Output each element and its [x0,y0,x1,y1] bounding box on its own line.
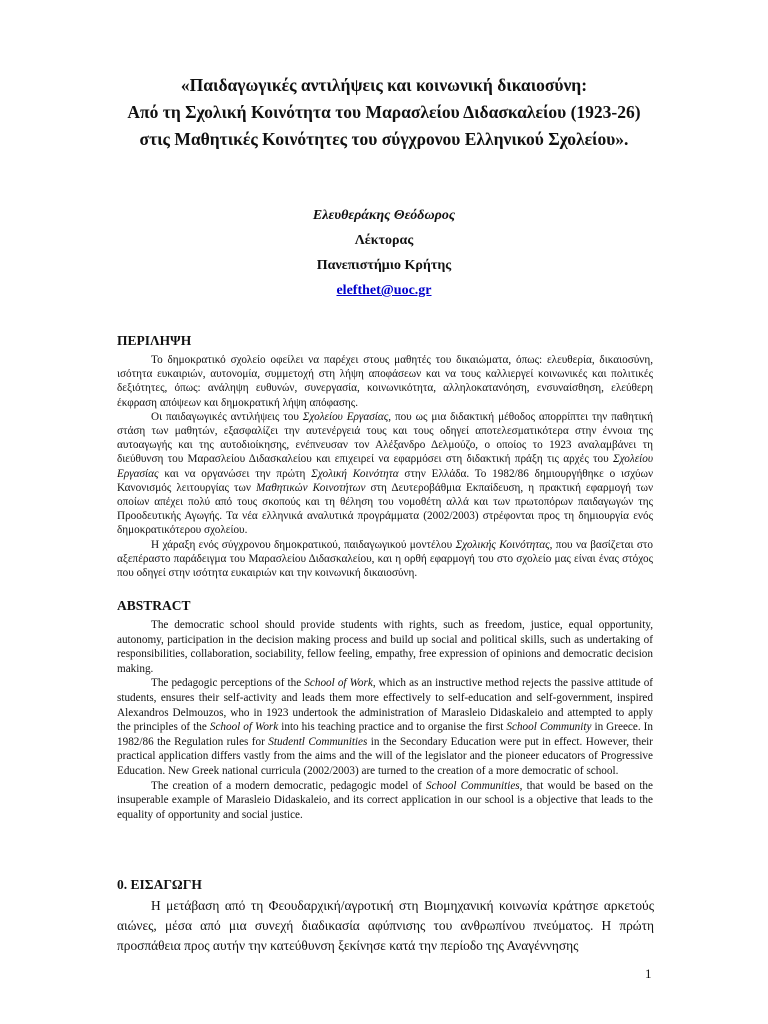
summary-heading: ΠΕΡΙΛΗΨΗ [117,333,192,348]
summary-paragraph-3: Η χάραξη ενός σύγχρονου δημοκρατικού, παιδαγωγικού μοντέλου Σχολικής Κοινότητας, που να βασίζεται στο αξεπέραστο παράδειγμα του Μαρασλείου Διδασκαλείου, και η ορθή εφαρμογή του στο σχολείο μας είναι ένας στόχος που οδηγεί στην ισότητα ευκαιριών και την κοινωνική δικαιοσύνη. [117,538,653,580]
author-email-link[interactable]: elefthet@uoc.gr [336,283,432,298]
summary-paragraph-1: Το δημοκρατικό σχολείο οφείλει να παρέχει στους μαθητές του δικαιώματα, όπως: ελευθερία, δικαιοσύνη, ισότητα ευκαιριών, αυτονομία, συμμετοχή στη λήψη αποφάσεων και να τους καλλιεργεί κοινωνικές και πολιτικές δεξιότητες, όπως: ανάληψη ευθυνών, συνεργασία, κοινωνικότητα, αλληλοκατανόηση, ενσυναίσθηση, ελεύθερη έκφραση απόψεων και δημοκρατική λήψη απόφασης. [117,354,653,409]
author-affiliation: Πανεπιστήμιο Κρήτης [316,258,452,273]
author-name: Ελευθεράκης Θεόδωρος [312,208,456,223]
introduction-text [117,896,654,956]
abstract-paragraph-1: The democratic school should provide students with rights, such as freedom, justice, equal opportunity, autonomy, participation in the decision making process and build up social and political skills, such as undertaking of responsibilities, collaboration, sociability, fellow feeling, empathy, free expression of opinions and democratic decision making. [117,619,653,675]
author-position: Λέκτορας [354,233,414,248]
abstract-text [117,618,653,822]
title-line-1: «Παιδαγωγικές αντιλήψεις και κοινωνική δικαιοσύνη: [180,75,588,95]
abstract-paragraph-2: The pedagogic perceptions of the School of Work, which as an instructive method rejects the passive attitude of students, ensures their self-activity and leads them more effectively to self-education and self-government, inspired Alexandros Delmouzos, who in 1923 undertook the administration of Marasleio Didaskaleio and attempted to apply the principles of the School of Work into his teaching practice and to organise the first School Community in Greece. In 1982/86 the Regulation rules for Studentl Communities in the Secondary Education were put in effect. However, their practical application differs vastly from the aims and the will of the legislator and the pioneer educators of Progressive Education. New Greek national curricula (2002/2003) are turned to the creation of a more democratic of school. [117,677,654,777]
abstract-paragraph-3: The creation of a modern democratic, pedagogic model of School Communities, that would be based on the insuperable example of Marasleio Didaskaleio, and its correct application in our school is a objective that leads to the equality of opportunity and social justice. [117,779,653,821]
introduction-paragraph-1: Η μετάβαση από τη Φεουδαρχική/αγροτική στη Βιομηχανική κοινωνία κράτησε αρκετούς αιώνες, μέσα από μια συνεχή διαδικασία αφύπνισης του ανθρωπίνου πνεύματος. Η πρώτη προσπάθεια προς αυτήν την κατεύθυνση ξεκίνησε κατά την περίοδο της Αναγέννησης [117,898,654,953]
paper-title [60,73,708,154]
author-info [60,203,708,303]
page-number: 1 [645,966,652,981]
title-line-3: στις Μαθητικές Κοινότητες του σύγχρονου Ελληνικού Σχολείου». [139,129,629,149]
title-line-2: Από τη Σχολική Κοινότητα του Μαρασλείου Διδασκαλείου (1923-26) [127,102,641,122]
abstract-heading: ABSTRACT [117,598,191,613]
summary-text [117,353,653,580]
summary-paragraph-2: Οι παιδαγωγικές αντιλήψεις του Σχολείου Εργασίας, που ως μια διδακτική μέθοδος απορρίπτει την παθητική στάση των μαθητών, εξασφαλίζει την αυτενέργειά τους και τους οδηγεί αποτελεσματικότερα στην έννοια της αυτοαγωγής και της αυτοδιοίκησης, ενέπνευσαν τον Αλέξανδρο Δελμούζο, ο οποίος το 1923 αναλαμβάνει τη διεύθυνση του Μαρασλείου Διδασκαλείου και επιχειρεί να εφαρμόσει στη διδακτική πράξη τις αρχές του Σχολείου Εργασίας και να οργανώσει την πρώτη Σχολική Κοινότητα στην Ελλάδα. Το 1982/86 δημιουργήθηκε ο ισχύων Κανονισμός λειτουργίας των Μαθητικών Κοινοτήτων στη Δευτεροβάθμια Εκπαίδευση, η πρακτική εφαρμογή των οποίων απέχει πολύ από τους σκοπούς και τη θέληση του νομοθέτη αλλά και των πρωτοπόρων παιδαγωγών της Προοδευτικής Αγωγής. Τα νέα ελληνικά αναλυτικά προγράμματα (2002/2003) στρέφονται προς τη δημιουργία ενός δημοκρατικότερου σχολείου. [117,410,653,537]
introduction-heading: 0. ΕΙΣΑΓΩΓΗ [117,877,202,892]
